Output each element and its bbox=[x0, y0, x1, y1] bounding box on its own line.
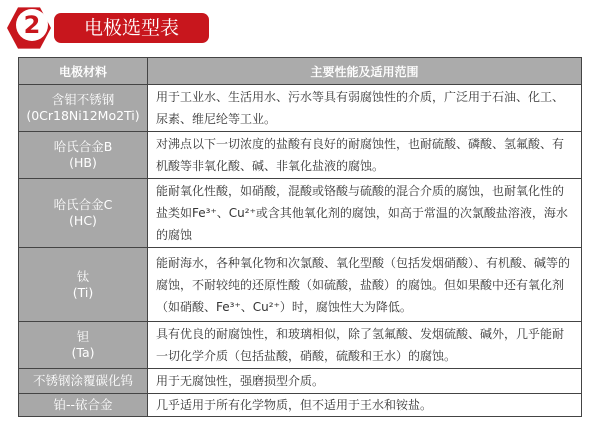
material-code: (Ti) bbox=[72, 284, 94, 300]
table-row bbox=[19, 179, 582, 248]
material-code: (Ta) bbox=[71, 345, 95, 360]
material-cell bbox=[19, 322, 148, 369]
table-row bbox=[19, 369, 582, 394]
material-name: 含钼不锈钢 bbox=[51, 92, 115, 107]
description-cell: 几乎适用于所有化学物质，但不适用于王水和铵盐。 bbox=[148, 394, 582, 417]
material-cell bbox=[19, 369, 148, 394]
material-name: 钛 bbox=[76, 268, 90, 284]
table-header bbox=[19, 58, 582, 85]
electrode-selection-table bbox=[18, 57, 582, 417]
material-code: (0Cr18Ni12Mo2Ti) bbox=[26, 108, 140, 123]
material-code: (HB) bbox=[69, 155, 97, 170]
header-description: 主要性能及适用范围 bbox=[148, 58, 582, 85]
description-cell: 用于无腐蚀性，强磨损型介质。 bbox=[148, 369, 582, 394]
section-title: 电极选型表 bbox=[54, 13, 209, 43]
material-code: (HC) bbox=[69, 213, 97, 228]
section-number: 2 bbox=[23, 11, 41, 39]
material-cell bbox=[19, 132, 148, 179]
description-cell: 能耐海水，各种氧化物和次氯酸、氧化型酸（包括发烟硝酸）、有机酸、碱等的腐蚀，不耐较纯的还原性酸（如硫酸，盐酸）的腐蚀。但如果酸中还有氧化剂（如硝酸、Fe³⁺、Cu²⁺）时，腐蚀性大为降低。 bbox=[148, 248, 582, 322]
description-cell: 用于工业水、生活用水、污水等具有弱腐蚀性的介质，广泛用于石油、化工、尿素、维尼纶等工业。 bbox=[148, 85, 582, 132]
material-cell bbox=[19, 179, 148, 248]
material-cell bbox=[19, 85, 148, 132]
header-material: 电极材料 bbox=[19, 58, 148, 85]
material-name: 不锈钢涂覆碳化钨 bbox=[32, 373, 133, 388]
material-cell bbox=[19, 394, 148, 417]
description-cell: 对沸点以下一切浓度的盐酸有良好的耐腐蚀性，也耐硫酸、磷酸、氢氟酸、有机酸等非氧化酸、碱、非氧化盐液的腐蚀。 bbox=[148, 132, 582, 179]
material-name: 铂--铱合金 bbox=[53, 397, 113, 412]
material-cell bbox=[19, 248, 148, 322]
table-row bbox=[19, 248, 582, 322]
material-name: 哈氏合金B bbox=[53, 139, 113, 154]
description-cell: 能耐氧化性酸，如硝酸，混酸或铬酸与硫酸的混合介质的腐蚀，也耐氧化性的盐类如Fe³⁺、Cu²⁺或含其他氧化剂的腐蚀，如高于常温的次氯酸盐溶液，海水的腐蚀 bbox=[148, 179, 582, 248]
table-row bbox=[19, 322, 582, 369]
material-name: 哈氏合金C bbox=[53, 197, 113, 212]
table-row bbox=[19, 85, 582, 132]
table-row bbox=[19, 394, 582, 417]
description-cell: 具有优良的耐腐蚀性，和玻璃相似，除了氢氟酸、发烟硫酸、碱外，几乎能耐一切化学介质（包括盐酸，硝酸，硫酸和王水）的腐蚀。 bbox=[148, 322, 582, 369]
table-row bbox=[19, 132, 582, 179]
material-name: 钽 bbox=[76, 329, 90, 344]
